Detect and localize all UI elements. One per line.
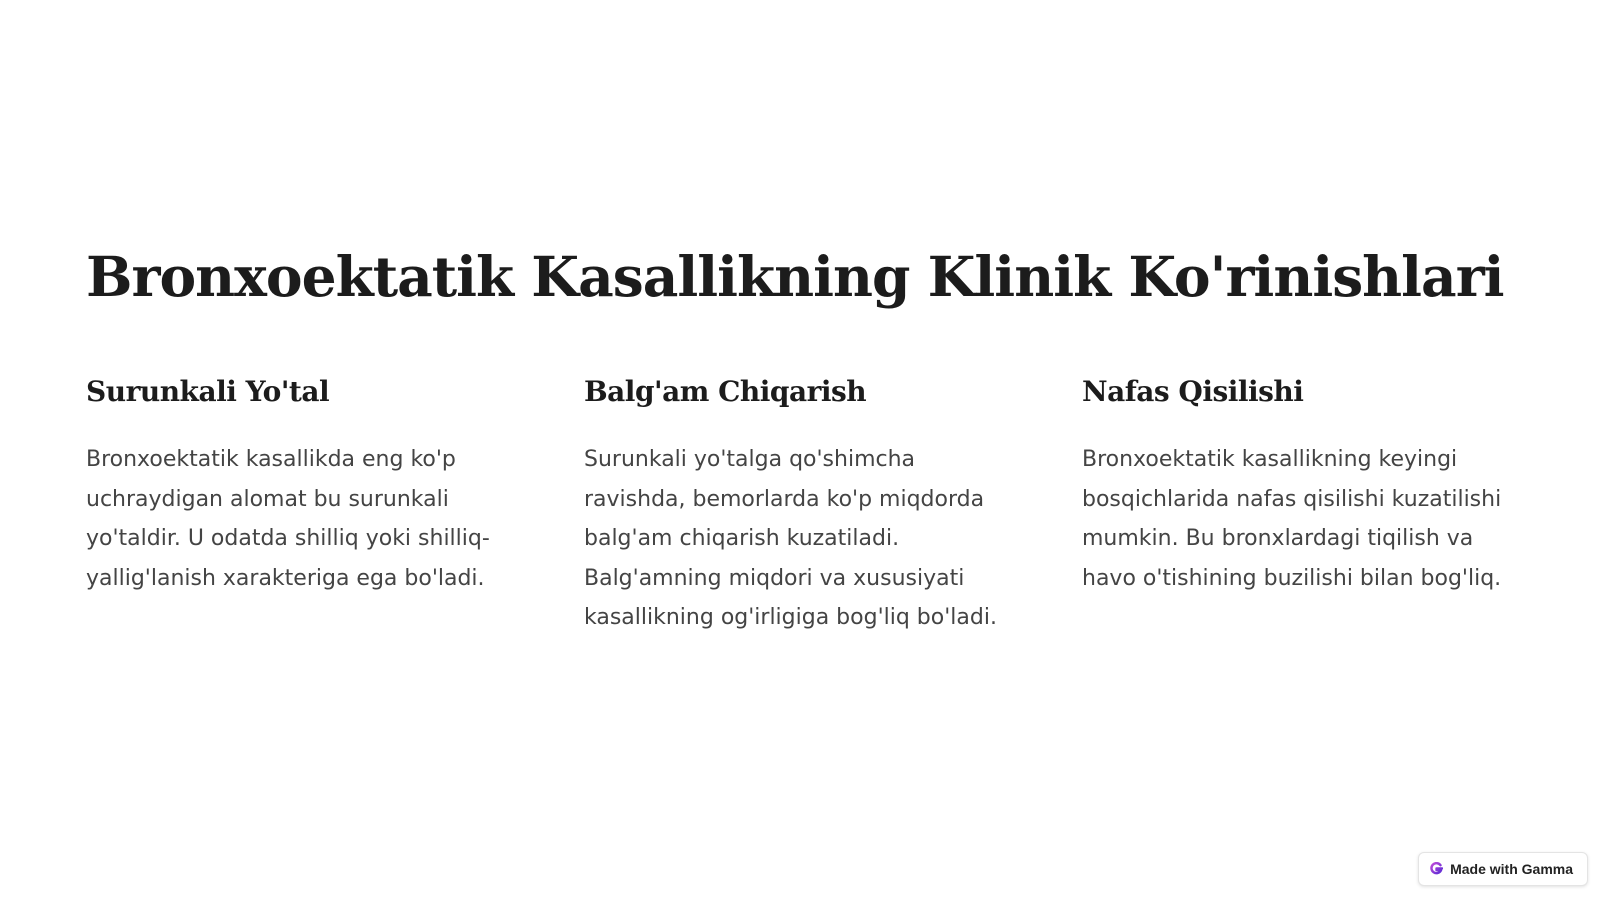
made-with-gamma-badge[interactable] xyxy=(1418,852,1588,886)
column-chronic-cough xyxy=(86,372,524,638)
slide-title: Bronxoektatik Kasallikning Klinik Ko'rinishlari xyxy=(86,244,1504,309)
column-body: Surunkali yo'talga qo'shimcha ravishda, bemorlarda ko'p miqdorda balg'am chiqarish kuzatiladi. Balg'amning miqdori va xususiyati kasallikning og'irligiga bog'liq bo'ladi. xyxy=(584,447,997,630)
column-heading: Nafas Qisilishi xyxy=(1082,375,1304,408)
gamma-logo-icon xyxy=(1429,862,1443,876)
column-sputum xyxy=(584,372,1022,638)
column-shortness-of-breath xyxy=(1082,372,1520,638)
columns xyxy=(86,372,1526,638)
column-body: Bronxoektatik kasallikda eng ko'p uchraydigan alomat bu surunkali yo'taldir. U odatda shilliq yoki shilliq-yallig'lanish xarakteriga ega bo'ladi. xyxy=(86,447,490,591)
column-heading: Balg'am Chiqarish xyxy=(584,375,867,408)
column-body: Bronxoektatik kasallikning keyingi bosqichlarida nafas qisilishi kuzatilishi mumkin. Bu bronxlardagi tiqilish va havo o'tishining buzilishi bilan bog'liq. xyxy=(1082,447,1502,591)
column-heading: Surunkali Yo'tal xyxy=(86,375,330,408)
badge-label: Made with Gamma xyxy=(1450,861,1573,877)
